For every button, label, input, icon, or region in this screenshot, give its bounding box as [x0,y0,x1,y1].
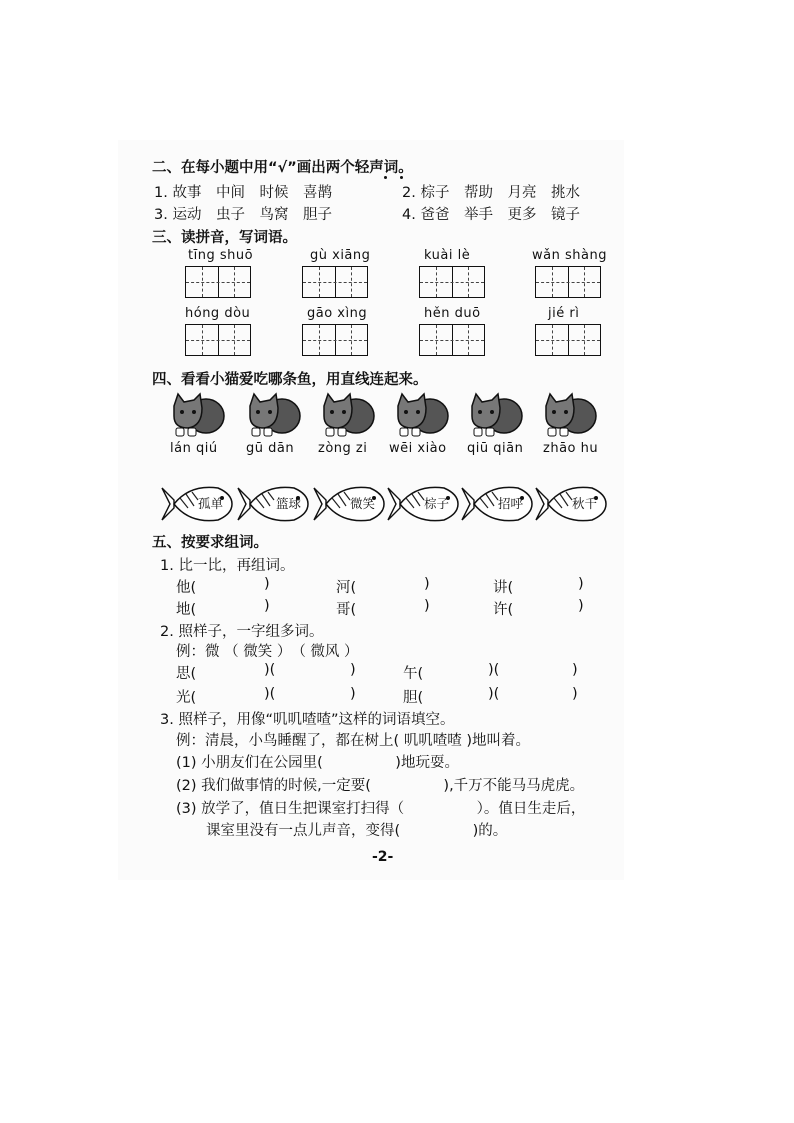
section-5-title: 五、按要求组词。 [152,535,268,551]
cat-icon [244,390,302,438]
cat-icon [392,390,450,438]
writing-grid[interactable] [419,266,485,298]
section-2-row-2a: 3. 运动 虫子 鸟窝 胆子 [154,207,332,223]
q2-close: ) [350,662,356,678]
writing-grid[interactable] [535,324,601,356]
emphasis-dot [400,176,403,179]
cat-pinyin: gū dān [246,441,295,456]
section-2-row-1b: 2. 棕子 帮助 月亮 挑水 [402,185,580,201]
cat-icon [318,390,376,438]
section-2-row-2b: 4. 爸爸 举手 更多 镜子 [402,207,580,223]
pinyin-label: jié rì [548,306,580,321]
fish-label: 棕子 [424,496,450,511]
section-2-title: 二、在每小题中用“√”画出两个轻声词。 [152,160,413,176]
q2-char: 午( [403,666,424,682]
q3-item-2: (2) 我们做事情的时候,一定要( ),千万不能马马虎虎。 [176,778,585,794]
q1-char: 哥( [336,602,357,618]
page-number: -2- [372,849,394,865]
cat-pinyin: zhāo hu [543,441,599,456]
q1-close: ) [578,576,584,592]
writing-grid[interactable] [302,266,368,298]
fish-label: 秋千 [572,496,598,511]
pinyin-label: hěn duō [424,306,481,321]
q1-close: ) [578,598,584,614]
section-4-title: 四、看看小猫爱吃哪条鱼，用直线连起来。 [152,372,428,388]
pinyin-label: hóng dòu [185,306,251,321]
q1-title: 1. 比一比，再组词。 [160,558,295,574]
q1-char: 许( [493,602,514,618]
emphasis-dot [384,176,387,179]
fish-label: 微笑 [350,496,376,511]
pinyin-label: gāo xìng [307,306,368,321]
cat-pinyin: qiū qiān [467,441,524,456]
cat-pinyin: zòng zi [318,441,368,456]
fish-label: 招呼 [498,496,524,511]
cat-icon [466,390,524,438]
q3-title: 3. 照样子，用像“叽叽喳喳”这样的词语填空。 [160,712,455,728]
cat-pinyin: wēi xiào [389,441,447,456]
q1-close: ) [264,576,270,592]
q1-char: 他( [176,580,197,596]
q2-char: 光( [176,690,197,706]
fish-label: 孤单 [198,496,224,511]
section-2-row-1a: 1. 故事 中间 时候 喜鹊 [154,185,332,201]
q1-close: ) [424,598,430,614]
writing-grid[interactable] [185,266,251,298]
q2-close: ) [350,686,356,702]
writing-grid[interactable] [302,324,368,356]
writing-grid[interactable] [535,266,601,298]
pinyin-label: wǎn shàng [532,248,607,263]
section-3-title: 三、读拼音，写词语。 [152,230,297,246]
q1-char: 河( [336,580,357,596]
q2-close: ) [572,686,578,702]
writing-grid[interactable] [419,324,485,356]
q3-example: 例：清晨，小鸟睡醒了，都在树上( 叽叽喳喳 )地叫着。 [176,733,531,749]
cat-icon [540,390,598,438]
q2-mid: )( [488,686,500,702]
q3-item-3-cont: 课室里没有一点儿声音，变得( )的。 [206,823,508,839]
q2-title: 2. 照样子，一字组多词。 [160,624,324,640]
q2-mid: )( [264,686,276,702]
q1-char: 讲( [493,580,514,596]
pinyin-label: tīng shuō [188,248,254,263]
q2-mid: )( [264,662,276,678]
q1-close: ) [424,576,430,592]
q2-close: ) [572,662,578,678]
q2-example: 例：微 （ 微笑 ） （ 微风 ） [176,644,359,660]
pinyin-label: gù xiāng [310,248,371,263]
cat-pinyin: lán qiú [170,441,218,456]
q1-close: ) [264,598,270,614]
q1-char: 地( [176,602,197,618]
writing-grid[interactable] [185,324,251,356]
q2-char: 胆( [403,690,424,706]
pinyin-label: kuài lè [424,248,471,263]
q2-mid: )( [488,662,500,678]
q2-char: 思( [176,666,197,682]
fish-label: 篮球 [276,496,302,511]
cat-icon [168,390,226,438]
q3-item-1: (1) 小朋友们在公园里( )地玩耍。 [176,755,459,771]
q3-item-3: (3) 放学了，值日生把课室打扫得（ ）。值日生走后， [176,801,586,817]
